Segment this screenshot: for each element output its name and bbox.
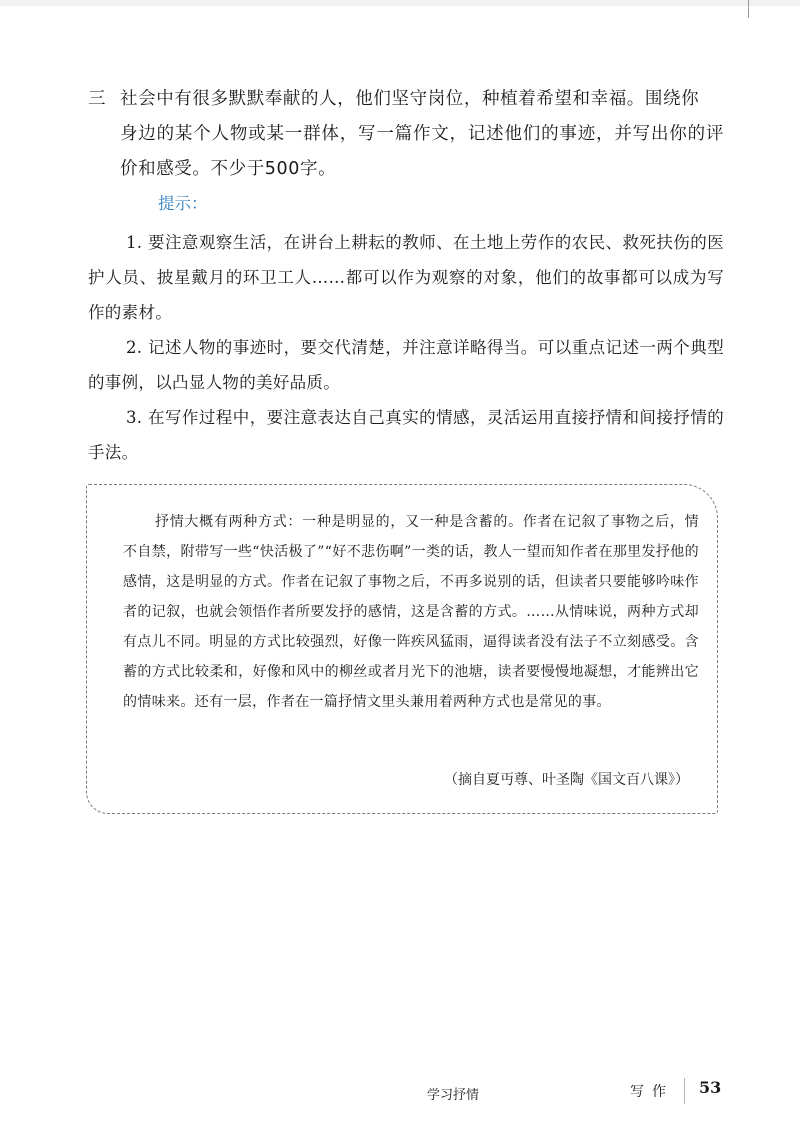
exercise-number: 三	[88, 89, 107, 109]
exercise-prompt-rest: 身边的某个人物或某一群体，写一篇作文，记述他们的事迹，并写出你的评价和感受。不少于500字。	[120, 124, 724, 179]
hints-list	[88, 225, 724, 470]
exercise-prompt	[88, 82, 724, 187]
writing-exercise	[88, 82, 724, 470]
hint-item-2: 2. 记述人物的事迹时，要交代清楚，并注意详略得当。可以重点记述一两个典型的事例，以凸显人物的美好品质。	[88, 338, 724, 392]
excerpt-box	[86, 484, 718, 814]
top-edge	[0, 0, 800, 6]
hint-item-1: 1. 要注意观察生活，在讲台上耕耘的教师、在土地上劳作的农民、救死扶伤的医护人员、披星戴月的环卫工人……都可以作为观察的对象，他们的故事都可以成为写作的素材。	[88, 233, 724, 322]
excerpt-text: 抒情大概有两种方式：一种是明显的，又一种是含蓄的。作者在记叙了事物之后，情不自禁，附带写一些“快活极了”“好不悲伤啊”一类的话，教人一望而知作者在那里发抒他的感情，这是明显的方式。作者在记叙了事物之后，不再多说别的话，但读者只要能够吟味作者的记叙，也就会领悟作者所要发抒的感情，这是含蓄的方式。……从情味说，两种方式却有点儿不同。明显的方式比较强烈，好像一阵疾风猛雨，逼得读者没有法子不立刻感受。含蓄的方式比较柔和，好像和风中的柳丝或者月光下的池塘，读者要慢慢地凝想，才能辨出它的情味来。还有一层，作者在一篇抒情文里头兼用着两种方式也是常见的事。	[123, 514, 699, 710]
footer-unit-title: 学习抒情	[427, 1088, 480, 1103]
footer-divider	[684, 1078, 685, 1104]
page-number: 53	[699, 1078, 722, 1097]
top-edge-mark	[748, 0, 749, 18]
footer-section-label: 写作	[630, 1084, 674, 1100]
hint-item-3: 3. 在写作过程中，要注意表达自己真实的情感，灵活运用直接抒情和间接抒情的手法。	[88, 408, 724, 462]
excerpt-source: （摘自夏丏尊、叶圣陶《国文百八课》）	[444, 772, 689, 788]
hints-title: 提示：	[158, 194, 208, 213]
exercise-prompt-line1: 社会中有很多默默奉献的人，他们坚守岗位，种植着希望和幸福。围绕你	[120, 89, 700, 109]
